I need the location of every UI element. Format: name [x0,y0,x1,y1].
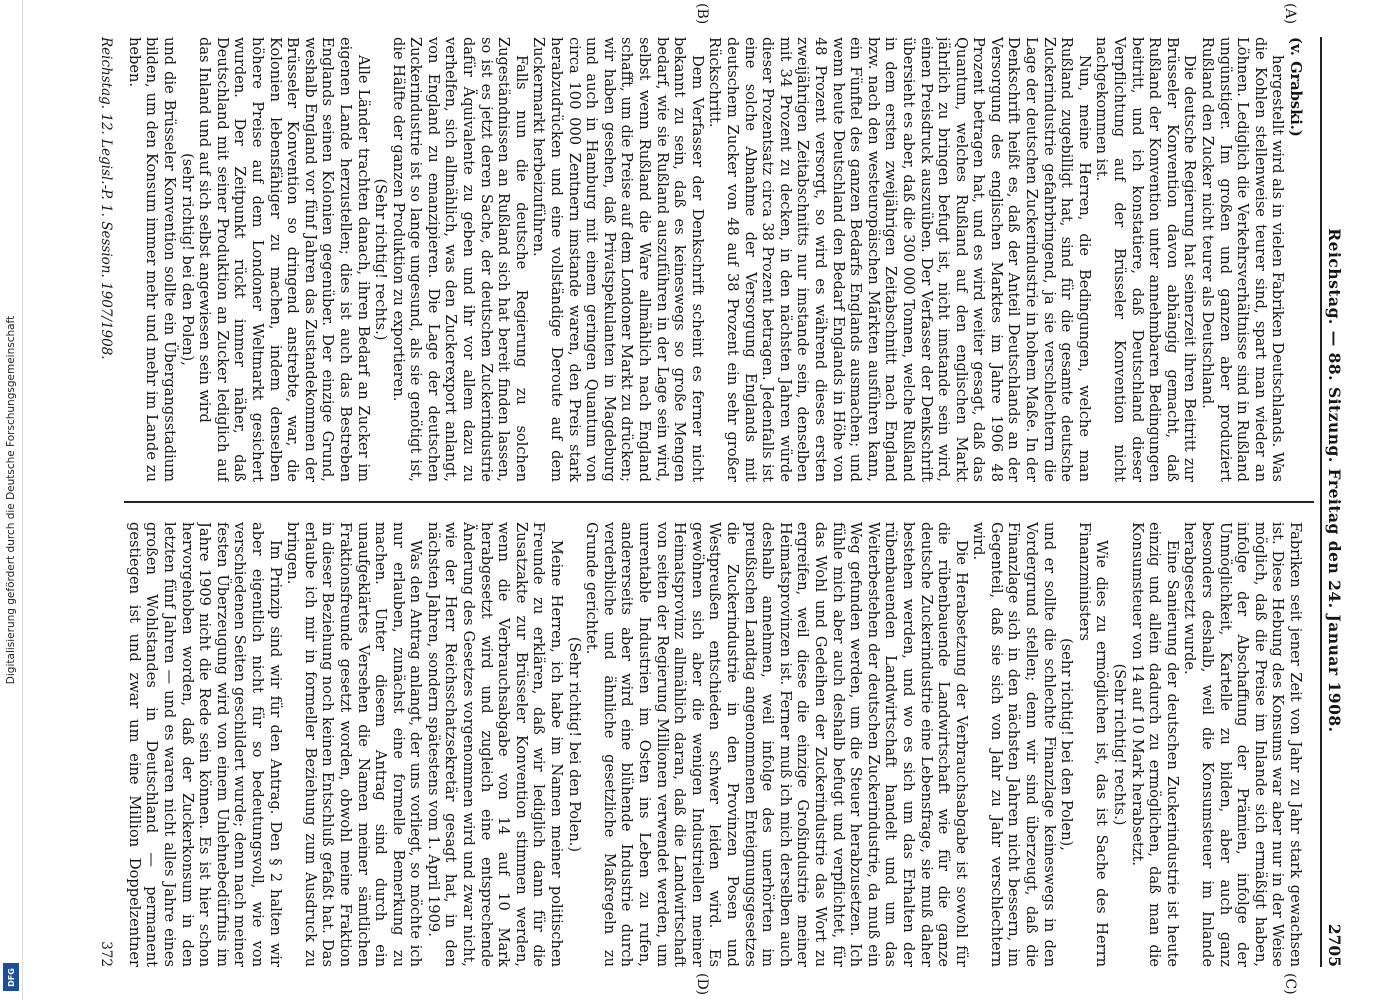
paragraph: Die Herabsetzung der Verbrauchsabgabe ist sowohl für die rübenbauende Landwirtschaft wie für die ganze deutsche Zuckerindustrie eine Lebensfrage, sie muß daher bestehen werden, und wo es sich um das Erhalten der rübenbauenden Landwirtschaft handelt und um das Weiterbestehen der deutschen Zuckerindustrie, da muß ein Weg gefunden werden, um die Steuer herabzusetzen. Ich fühle mich aber auch deshalb befugt und verpflichtet, für das Wohl und Gedeihen der Zuckerindustrie das Wort zu ergreifen, weil diese die einzige Großindustrie meiner Heimatsprovinzen ist. Ferner muß ich mich derselben auch deshalb annehmen, weil infolge des unerhörten im preußischen Landtag angenommenen Enteignungsgesetzes die Zuckerindustrie in den Provinzen Posen und Westpreußen entschieden schwer leiden wird. Es gewöhnen sich aber die wenigen Industriellen meiner Heimatsprovinz allmählich daran, daß die Landwirtschaft von seiten der Regierung Millionen verwendet werden, um unrentable Industrien im Osten ins Leben zu rufen, andererseits aber wird eine blühende Industrie durch verderbliche und ähnliche gesetzliche Maßregeln zu Grunde gerichtet. [583,522,970,967]
paragraph: Wie dies zu ermöglichen ist, das ist Sache des Herrn Finanzministers [1075,522,1111,967]
paragraph: Was den Antrag anlangt, der uns vorliegt, so möchte ich nur erlauben, zunächst eine formelle Bemerkung zu machen. Unter diesem Antrag sind durch ein unaufgeklärtes Versehen die Namen meiner sämtlichen Fraktionsfreunde gesetzt worden, obwohl meine Fraktion in dieser Beziehung noch keinen Entschluß gefaßt hat. Das erlaube ich mir in formeller Beziehung zum Ausdruck zu bringen. [284,522,425,967]
footer-sheet-number: 372 [98,941,114,967]
interjection: (sehr richtig! bei den Polen), [178,153,196,366]
dfg-credit-text: Digitalisierung gefördert durch die Deutsche Forschungsgemeinschaft [5,315,17,685]
footer-session-info: Reichstag. 12. Legisl.-P. 1. Session. 1907/1908. [98,37,114,360]
paragraph: Dem Verfasser der Denkschrift scheint es ferner nicht bekannt zu sein, daß es keineswegs so große Mengen bedarf, wie sie Rußland auszuführen in der Lage sein wird, selbst wenn Rußland die Ware allmählich nach England schafft, um die Preise auf dem Londoner Markt zu drücken; wir haben gesehen, daß Privatspekulanten in Magdeburg und auch in Hamburg mit einem geringen Quantum von circa 100 000 Zentnern imstande waren, den Preis stark herabzudrücken und eine vollständige Deroute auf dem Zuckermarkt herbeizuführen. [530,37,706,482]
page-header [1320,37,1350,967]
paragraph: Alle Länder trachten danach, ihren Bedarf an Zucker im eigenen Lande herzustellen; dies ist auch das Bestreben Englands seinen Kolonien gegenüber. Der einzige Grund, weshalb England vor fünf Jahren das Zustandekommen der Brüsseler Konvention so dringend anstrebte, war, die Kolonien lebensfähiger zu machen, indem denselben höhere Preise auf dem Londoner Weltmarkt gesichert wurden. Der Zeitpunkt rückt immer näher, daß Deutschland mit seiner Produktion an Zucker lediglich auf das Inland und auf sich selbst angewiesen sein wird [196,37,372,482]
right-column [124,522,1304,967]
page-footer [90,37,114,967]
paragraph: und er sollte die schlechte Finanzlage keineswegs in den Vordergrund stellen; denn wir sind überzeugt, daß die Finanzlage sich in den nächsten Jahren nicht bessern, im Gegenteil, daß sie sich von Jahr zu Jahr verschlechtern wird. [970,522,1058,967]
paragraph: Die deutsche Regierung hat seinerzeit ihren Beitritt zur Brüsseler Konvention davon abhängig gemacht, daß Rußland der Konvention unter annehmbaren Bedingungen beitritt, und ich konstatiere, daß Deutschland dieser Verpflichtung auf der Brüsseler Konvention nicht nachgekommen ist. [1093,37,1199,482]
paragraph: Nun, meine Herren, die Bedingungen, welche man Rußland zugebilligt hat, sind für die gesamte deutsche Zuckerindustrie gefahrbringend, ja sie verschlechtern die Lage der deutschen Zuckerindustrie in hohem Maße. In der Denkschrift heißt es, daß der Anteil Deutschlands an der Versorgung des englischen Marktes im Jahre 1906 48 Prozent betragen hat, und es wird weiter gesagt, daß das Quantum, welches Rußland auf den englischen Markt jährlich zu bringen befugt ist, nicht imstande sein wird, einen Preisdruck auszuüben. Der Verfasser der Denkschrift übersieht es aber, daß die 300 000 Tonnen, welche Rußland in dem ersten zweijährigen Zeitabschnitt nach England bzw. nach den westeuropäischen Märkten ausführen kann, ein Fünftel des ganzen Bedarfs Englands ausmachen; und wenn heute Deutschland den Bedarf Englands in Höhe von 48 Prozent versorgt, so wird es während dieses ersten zweijährigen Zeitabschnitts nur imstande sein, denselben mit 34 Prozent zu decken, in den nächsten Jahren würde dieser Prozentsatz circa 38 Prozent betragen. Jedenfalls ist eine solche Abnahme der Versorgung Englands mit deutschem Zucker von 48 auf 38 Prozent ein sehr großer Rückschritt. [706,37,1093,482]
interjection: (Sehr richtig! rechts.) [372,178,390,341]
paragraph: Im Prinzip sind wir für den Antrag. Den § 2 halten wir aber eigentlich nicht für so bedeutungsvoll, wie von verschiedenen Seiten geschildert wurde; denn nach meiner festen Überzeugung wird von einem Unlehnebedürfnis im Jahre 1909 nicht die Rede sein können. Es ist hier schon hervorgehoben worden, daß der Zuckerkonsum in den letzten fünf Jahren — und es waren nicht alles Jahre eines großen Wohlstandes in Deutschland — permanent gestiegen ist und zwar um eine Million Doppelzentner [125,522,284,967]
margin-marker-b: (B) [694,3,710,25]
margin-marker-d: (D) [694,973,710,996]
paragraph: Falls nun die deutsche Regierung zu solchen Zugeständnissen an Rußland sich hat bereit finden lassen, so ist es jetzt deren Sache, der deutschen Zuckerindustrie dafür Äquivalente zu geben und ihr vor allem dazu zu verhelfen, sich allmählich, was den Zuckerexport anlangt, von England zu emanzipieren. Die Lage der deutschen Zuckerindustrie ist so lange ungesund, als sie genötigt ist, die Hälfte der ganzen Produktion zu exportieren. [389,37,530,482]
paragraph: und die Brüsseler Konvention sollte ein Übergangsstadium bilden, um den Konsum immer mehr und mehr im Lande zu heben. [125,37,178,482]
interjection: (Sehr richtig! bei den Polen.) [565,636,583,853]
paragraph: Fabriken seit jener Zeit von Jahr zu Jahr stark gewachsen ist. Diese Hebung des Konsums war aber nur in der Weise möglich, daß die Preise im Inlande sich ermäßigt haben, infolge der Abschaffung der Prämien, infolge der Unmöglichkeit, Kartelle zu bilden, aber auch ganz besonders deshalb, weil die Konsumsteuer im Inlande herabgesetzt wurde. [1181,522,1304,967]
dfg-logo: DFG [3,963,19,991]
side-strip [0,0,23,1000]
header-title: Reichstag. — 88. Sitzung. Freitag den 24. Januar 1908. [1324,228,1344,733]
paragraph: Eine Sanierung der deutschen Zuckerindustrie ist heute einzig und allein dadurch zu ermöglichen, daß man die Konsumsteuer von 14 auf 10 Mark herabsetzt. [1128,522,1181,967]
interjection: (sehr richtig! bei den Polen), [1058,638,1076,851]
speaker-name: (v. Grabski.) [1287,37,1304,137]
paragraph: Meine Herren, ich habe im Namen meiner politischen Freunde zu erklären, daß wir lediglich dann für die Zusatzakte zur Brüsseler Konvention stimmen werden, wenn die Verbrauchsabgabe von 14 auf 10 Mark herabgesetzt wird und zugleich eine entsprechende Änderung des Gesetzes vorgenommen wird und zwar nicht, wie der Herr Reichsschatzsekretär gesagt hat, in den nächsten Jahren, sondern spätestens vom 1. April 1909. [424,522,566,967]
page-number: 2705 [1324,923,1344,967]
rotated-page-content [50,3,1350,996]
left-column [124,37,1304,482]
scanned-page [40,3,1360,996]
paragraph [124,37,125,482]
column-divider [124,501,1314,503]
margin-marker-c: (C) [1282,973,1298,995]
margin-marker-a: (A) [1282,3,1298,25]
paragraph: hergestellt wird als in vielen Fabriken Deutschlands. Was die Kohlen stellenweise teurer sind, spart man wieder an Löhnen. Lediglich die Verkehrsverhältnisse sind in Rußland ungünstiger. Im großen und ganzen aber produziert Rußland den Zucker nicht teurer als Deutschland. [1199,37,1287,482]
interjection: (Sehr richtig! rechts.) [1111,663,1129,826]
